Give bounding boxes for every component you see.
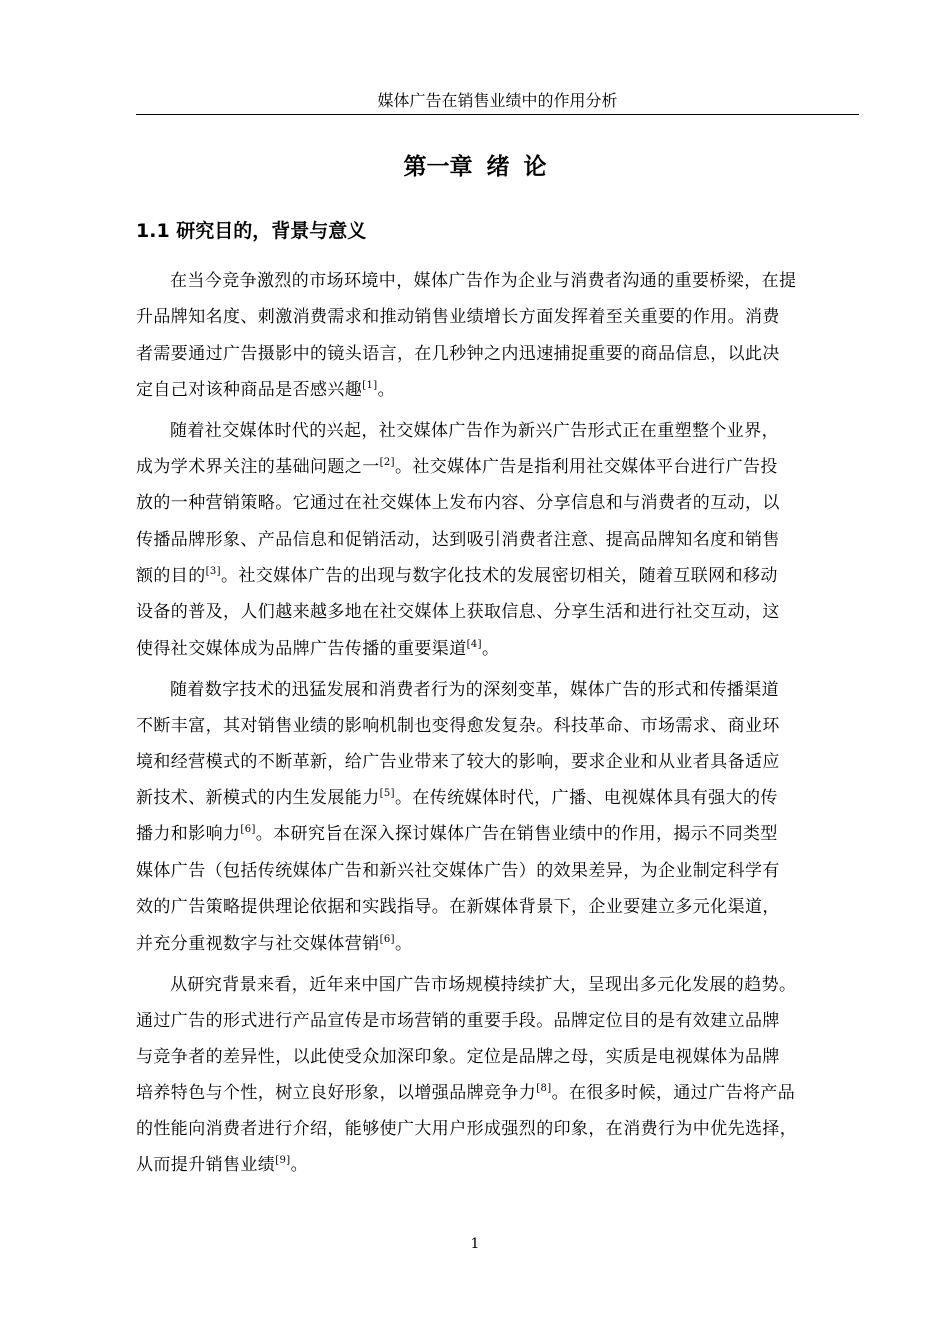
text-line (136, 929, 412, 954)
text-line (136, 452, 778, 477)
line-text-after-citation: 。 (481, 639, 500, 659)
line-text: 效的广告策略提供理论依据和实践指导。在新媒体背景下，企业要建立多元化渠道， (136, 897, 780, 917)
text-line (170, 970, 796, 995)
line-text: 定自己对该种商品是否感兴趣 (136, 380, 363, 400)
text-line (136, 783, 778, 808)
text-line (170, 266, 796, 291)
section-heading: 1.1 研究目的，背景与意义 (136, 220, 367, 242)
line-text: 额的目的 (136, 566, 206, 586)
line-text: 通过广告的形式进行产品宣传是市场营销的重要手段。品牌定位目的是有效建立品牌 (136, 1011, 780, 1031)
text-line (136, 892, 780, 917)
line-text: 随着数字技术的迅猛发展和消费者行为的深刻变革，媒体广告的形式和传播渠道 (170, 680, 779, 700)
line-text: 者需要通过广告摄影中的镜头语言，在几秒钟之内迅速捕捉重要的商品信息，以此决 (136, 344, 780, 364)
chapter-number: 第一章 (403, 154, 473, 180)
text-line (136, 375, 395, 400)
line-text-after-citation: 。社交媒体广告的出现与数字化技术的发展密切相关，随着互联网和移动 (220, 566, 778, 586)
citation-ref: [6] (240, 824, 256, 835)
line-text: 与竞争者的差异性，以此使受众加深印象。定位是品牌之母，实质是电视媒体为品牌 (136, 1047, 780, 1067)
line-text: 从而提升销售业绩 (136, 1155, 276, 1175)
text-line (170, 416, 779, 441)
text-line (136, 747, 780, 772)
chapter-title (0, 148, 950, 181)
line-text-after-citation: 。本研究旨在深入探讨媒体广告在销售业绩中的作用，揭示不同类型 (255, 824, 778, 844)
text-line (136, 856, 780, 881)
citation-ref: [6] (379, 934, 395, 945)
text-line (136, 597, 780, 622)
line-text: 升品牌知名度、刺激消费需求和推动销售业绩增长方面发挥着至关重要的作用。消费 (136, 307, 780, 327)
line-text-after-citation: 。 (290, 1155, 308, 1175)
line-text-after-citation: 。在很多时候，通过广告将产品 (551, 1083, 796, 1103)
line-text: 播力和影响力 (136, 824, 241, 844)
line-text-after-citation: 。 (377, 380, 395, 400)
citation-ref: [5] (379, 788, 395, 799)
line-text: 媒体广告（包括传统媒体广告和新兴社交媒体广告）的效果差异，为企业制定科学有 (136, 861, 780, 881)
citation-ref: [4] (466, 639, 482, 650)
line-text: 成为学术界关注的基础问题之一 (136, 457, 380, 477)
text-line (170, 675, 779, 700)
line-text: 随着社交媒体时代的兴起，社交媒体广告作为新兴广告形式正在重塑整个业界， (170, 421, 779, 441)
text-line (136, 1042, 780, 1067)
citation-ref: [8] (536, 1083, 552, 1094)
citation-ref: [1] (362, 380, 378, 391)
text-line (136, 634, 499, 659)
line-text: 传播品牌形象、产品信息和促销活动，达到吸引消费者注意、提高品牌知名度和销售 (136, 530, 780, 550)
line-text: 的性能向消费者进行介绍，能够使广大用户形成强烈的印象，在消费行为中优先选择， (136, 1119, 798, 1139)
chapter-word-1: 绪 (486, 154, 510, 180)
line-text: 使得社交媒体成为品牌广告传播的重要渠道 (136, 639, 467, 659)
line-text: 不断丰富，其对销售业绩的影响机制也变得愈发复杂。科技革命、市场需求、商业环 (136, 716, 780, 736)
text-line (136, 819, 778, 844)
text-line (136, 561, 778, 586)
line-text-after-citation: 。 (394, 934, 413, 954)
text-line (136, 1150, 308, 1175)
line-text: 在当今竞争激烈的市场环境中，媒体广告作为企业与消费者沟通的重要桥梁，在提 (170, 271, 797, 291)
line-text: 设备的普及，人们越来越多地在社交媒体上获取信息、分享生活和进行社交互动，这 (136, 602, 780, 622)
text-line (136, 525, 780, 550)
page-number: 1 (470, 1236, 480, 1252)
chapter-word-2: 论 (523, 154, 547, 180)
text-line (136, 1078, 795, 1103)
line-text: 新技术、新模式的内生发展能力 (136, 788, 380, 808)
page-header: 媒体广告在销售业绩中的作用分析 (136, 90, 859, 115)
line-text-after-citation: 。社交媒体广告是指利用社交媒体平台进行广告投 (394, 457, 778, 477)
text-line (136, 1006, 780, 1031)
text-line (136, 711, 780, 736)
line-text-after-citation: 。在传统媒体时代，广播、电视媒体具有强大的传 (394, 788, 778, 808)
line-text: 培养特色与个性，树立良好形象，以增强品牌竞争力 (136, 1083, 537, 1103)
text-line (136, 302, 780, 327)
line-text: 并充分重视数字与社交媒体营销 (136, 934, 380, 954)
text-line (136, 488, 780, 513)
citation-ref: [9] (275, 1155, 291, 1166)
citation-ref: [3] (205, 566, 221, 577)
line-text: 放的一种营销策略。它通过在社交媒体上发布内容、分享信息和与消费者的互动，以 (136, 493, 780, 513)
text-line (136, 339, 780, 364)
text-line (136, 1114, 797, 1139)
line-text: 境和经营模式的不断革新，给广告业带来了较大的影响，要求企业和从业者具备适应 (136, 752, 780, 772)
line-text: 从研究背景来看，近年来中国广告市场规模持续扩大，呈现出多元化发展的趋势。 (170, 975, 797, 995)
citation-ref: [2] (379, 457, 395, 468)
